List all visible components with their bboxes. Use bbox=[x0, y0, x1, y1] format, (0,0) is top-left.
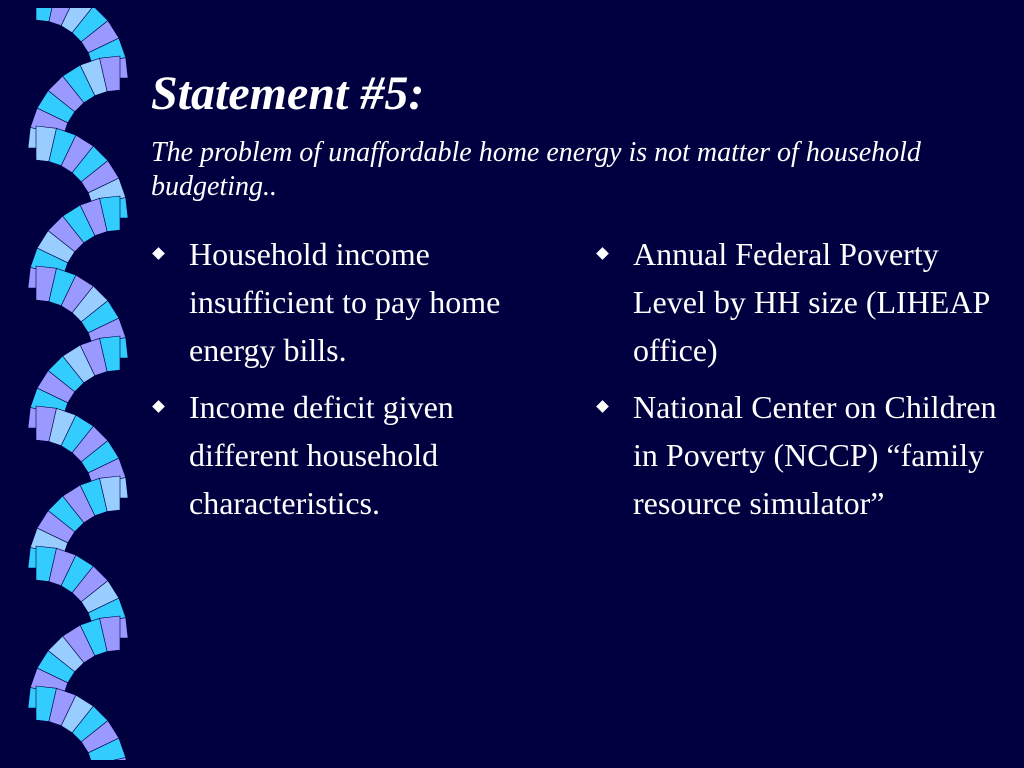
ribbon-segment bbox=[36, 686, 128, 760]
diamond-bullet-icon bbox=[596, 247, 609, 260]
bullet-text: Income deficit given different household characteristics. bbox=[189, 389, 454, 521]
bullet-list-left bbox=[154, 230, 544, 536]
list-item bbox=[154, 230, 544, 374]
bullet-text: Household income insufficient to pay home energy bills. bbox=[189, 236, 501, 368]
slide-title: Statement #5: bbox=[151, 67, 425, 120]
ribbon-decoration bbox=[26, 8, 130, 760]
list-item bbox=[154, 383, 544, 527]
list-item bbox=[598, 383, 1008, 527]
bullet-text: National Center on Children in Poverty (NCCP) “family resource simulator” bbox=[633, 389, 997, 521]
list-item bbox=[598, 230, 1008, 374]
diamond-bullet-icon bbox=[596, 400, 609, 413]
diamond-bullet-icon bbox=[152, 247, 165, 260]
bullet-text: Annual Federal Poverty Level by HH size (LIHEAP office) bbox=[633, 236, 990, 368]
bullet-list-right bbox=[598, 230, 1008, 536]
diamond-bullet-icon bbox=[152, 400, 165, 413]
slide-subtitle: The problem of unaffordable home energy is not matter of household budgeting.. bbox=[151, 137, 921, 202]
